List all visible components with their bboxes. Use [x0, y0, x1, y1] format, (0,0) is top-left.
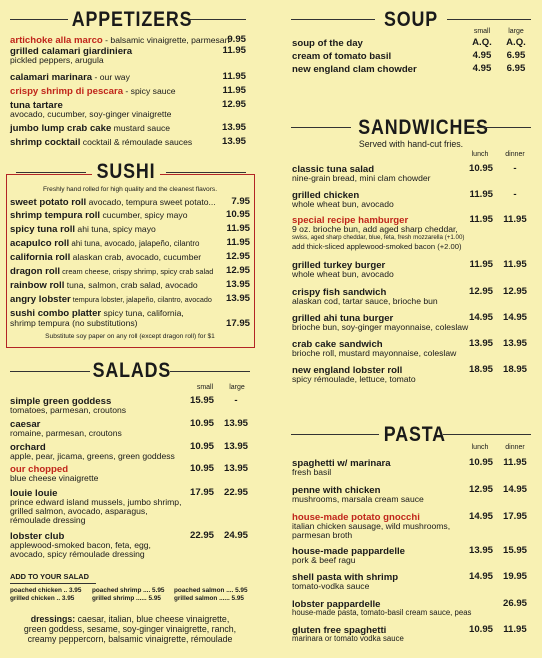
item-price-lunch: 11.95 — [469, 259, 493, 270]
item-description: alaskan cod, tartar sauce, brioche bun — [292, 296, 438, 306]
menu-item: grilled ahi tuna burger — [292, 313, 394, 324]
item-price-lunch: 10.95 — [468, 163, 493, 174]
item-price-large: 6.95 — [506, 63, 526, 74]
item-price-dinner: 17.95 — [502, 511, 527, 522]
item-price-dinner: 19.95 — [502, 571, 527, 582]
item-description: mushrooms, marsala cream sauce — [292, 494, 424, 504]
item-description: pickled peppers, arugula — [10, 55, 104, 65]
menu-item: grilled chicken — [292, 190, 360, 201]
sandwiches-subtitle: Served with hand-cut fries. — [358, 139, 464, 149]
item-description: romaine, parmesan, croutons — [10, 428, 122, 438]
sushi-note: Substitute soy paper on any roll (except dragon roll) for $1 — [45, 333, 215, 340]
item-price-dinner: 14.95 — [502, 312, 527, 323]
item-description: italian chicken sausage, wild mushrooms, — [292, 521, 451, 531]
col-header-lunch: lunch — [471, 151, 489, 158]
menu-item: sushi combo platter spicy tuna, california, — [10, 308, 184, 319]
item-price-small: 4.95 — [472, 50, 492, 61]
divider — [10, 371, 90, 372]
item-price: 11.95 — [222, 85, 246, 96]
salads-title: SALADS — [92, 359, 172, 382]
item-price: 13.95 — [225, 293, 250, 304]
item-description: grilled salmon, avocado, asparagus, — [10, 506, 148, 516]
item-price-dinner: - — [513, 189, 517, 200]
col-header-small: small — [473, 28, 491, 35]
item-price-lunch: 14.95 — [468, 571, 493, 582]
addon-item: grilled salmon ...... 5.95 — [174, 595, 244, 602]
item-price-large: 13.95 — [223, 441, 248, 452]
col-header-dinner: dinner — [505, 444, 525, 451]
addon-item: poached chicken .. 3.95 — [10, 587, 82, 594]
menu-item: orchard — [10, 442, 46, 453]
menu-item: special recipe hamburger — [292, 215, 409, 226]
menu-item: crispy shrimp di pescara - spicy sauce — [10, 86, 176, 97]
item-price-large: 13.95 — [223, 463, 248, 474]
salads-section — [10, 0, 250, 658]
item-price-lunch: 11.95 — [469, 189, 493, 200]
item-price: 11.95 — [226, 237, 250, 248]
item-price-small: 15.95 — [189, 395, 214, 406]
item-price-lunch: 18.95 — [468, 364, 493, 375]
item-price-dinner: 11.95 — [503, 214, 527, 225]
menu-item: caesar — [10, 419, 41, 430]
item-price: 12.95 — [225, 265, 250, 276]
menu-item: house-made potato gnocchi — [292, 512, 420, 523]
menu-item: gluten free spaghetti — [292, 625, 387, 636]
menu-item: our chopped — [10, 464, 69, 475]
menu-item: dragon roll cream cheese, crispy shrimp, spicy crab salad — [10, 266, 214, 277]
menu-item: tuna tartare — [10, 100, 63, 111]
item-description: whole wheat bun, avocado — [292, 199, 394, 209]
divider — [291, 434, 379, 435]
divider — [447, 19, 531, 20]
addons-title: ADD TO YOUR SALAD — [10, 572, 89, 581]
item-description: avocado, spicy rémoulade dressing — [10, 549, 145, 559]
menu-item: crab cake sandwich — [292, 339, 383, 350]
item-price-lunch: 13.95 — [468, 545, 493, 556]
item-price-large: 6.95 — [506, 50, 526, 61]
item-description: marinara or tomato vodka sauce — [292, 634, 404, 643]
item-description: spicy rémoulade, lettuce, tomato — [292, 374, 416, 384]
menu-item: california roll alaskan crab, avocado, cucumber — [10, 252, 202, 263]
menu-item: shrimp cocktail cocktail & rémoulade sauces — [10, 137, 193, 148]
menu-item: grilled calamari giardiniera — [10, 46, 133, 57]
sushi-intro: Freshly hand rolled for high quality and the cleanest flavors. — [42, 186, 218, 193]
item-price: 12.95 — [221, 99, 246, 110]
item-price-lunch: 10.95 — [468, 624, 493, 635]
menu-item: calamari marinara - our way — [10, 72, 130, 83]
addon-item: grilled shrimp ...... 5.95 — [92, 595, 161, 602]
item-fine-print: swiss, aged sharp cheddar, blue, feta, fresh mozzarella (+1.00) — [292, 234, 465, 241]
menu-item: louie louie — [10, 488, 58, 499]
item-price-lunch: 14.95 — [468, 312, 493, 323]
item-description: tomato-vodka sauce — [292, 581, 370, 591]
menu-item: house-made pappardelle — [292, 546, 406, 557]
item-price-small: 17.95 — [189, 487, 214, 498]
col-header-large: large — [508, 28, 524, 35]
item-description: parmesan broth — [292, 530, 353, 540]
item-price-dinner: 18.95 — [502, 364, 527, 375]
item-price-dinner: 13.95 — [502, 338, 527, 349]
item-price-lunch: 13.95 — [468, 338, 493, 349]
item-price: 17.95 — [225, 318, 250, 329]
menu-item: new england clam chowder — [292, 64, 417, 75]
item-price-lunch: 10.95 — [468, 457, 493, 468]
menu-item: lobster pappardelle — [292, 599, 381, 610]
appetizers-title: APPETIZERS — [71, 8, 193, 31]
menu-item: artichoke alla marco - balsamic vinaigrette, parmesan — [10, 35, 230, 46]
menu-item: shrimp tempura roll cucumber, spicy mayo — [10, 210, 188, 221]
item-price: 11.95 — [222, 45, 246, 56]
item-price: 9.95 — [227, 34, 246, 45]
item-description: fresh basil — [292, 467, 332, 477]
item-description: tomatoes, parmesan, croutons — [10, 405, 127, 415]
col-header-small: small — [196, 384, 214, 391]
item-price-small: 10.95 — [189, 463, 214, 474]
item-price-dinner: - — [513, 163, 517, 174]
item-price-large: 22.95 — [223, 487, 248, 498]
item-price-lunch: 14.95 — [468, 511, 493, 522]
menu-item: jumbo lump crab cake mustard sauce — [10, 123, 171, 134]
addon-item: poached salmon .... 5.95 — [174, 587, 248, 594]
divider — [443, 434, 531, 435]
item-price: 13.95 — [221, 136, 246, 147]
item-price-dinner: 11.95 — [503, 457, 527, 468]
item-description: nine-grain bread, mini clam chowder — [292, 173, 431, 183]
sandwiches-title: SANDWICHES — [358, 116, 489, 139]
item-price-dinner: 14.95 — [502, 484, 527, 495]
menu-item: lobster club — [10, 531, 65, 542]
menu-item: cream of tomato basil — [292, 51, 392, 62]
dressings-line: green goddess, sesame, soy-ginger vinaigrette, ranch, — [23, 624, 237, 634]
item-price: 12.95 — [225, 251, 250, 262]
menu-item: acapulco roll ahi tuna, avocado, jalapeño, cilantro — [10, 238, 200, 249]
item-price-dinner: 26.95 — [502, 598, 527, 609]
divider — [291, 19, 375, 20]
menu-item: classic tuna salad — [292, 164, 375, 175]
menu-item: crispy fish sandwich — [292, 287, 387, 298]
item-price-small: 10.95 — [189, 418, 214, 429]
item-description: shrimp tempura (no substitutions) — [10, 318, 138, 328]
soup-title: SOUP — [383, 8, 438, 31]
item-price-small: 4.95 — [472, 63, 492, 74]
menu-item: penne with chicken — [292, 485, 381, 496]
col-header-large: large — [229, 384, 245, 391]
item-price-small: 10.95 — [189, 441, 214, 452]
addon-item: poached shrimp .... 5.95 — [92, 587, 165, 594]
divider — [291, 127, 351, 128]
item-description: apple, pear, jicama, greens, green goddess — [10, 451, 175, 461]
item-price-dinner: 11.95 — [503, 624, 527, 635]
item-description: applewood-smoked bacon, feta, egg, — [10, 540, 151, 550]
divider — [10, 583, 96, 584]
item-price: 11.95 — [222, 71, 246, 82]
menu-item: spaghetti w/ marinara — [292, 458, 391, 469]
item-price-large: A.Q. — [506, 37, 526, 48]
pasta-title: PASTA — [383, 423, 446, 446]
item-price-large: 13.95 — [223, 418, 248, 429]
item-price: 13.95 — [225, 279, 250, 290]
menu-item: angry lobster tempura lobster, jalapeño, cilantro, avocado — [10, 294, 212, 305]
item-price: 7.95 — [231, 196, 250, 207]
item-price-small: 22.95 — [189, 530, 214, 541]
item-description: prince edward island mussels, jumbo shrimp, — [10, 497, 182, 507]
item-price-dinner: 11.95 — [503, 259, 527, 270]
divider — [471, 127, 531, 128]
item-description: brioche roll, mustard mayonnaise, coleslaw — [292, 348, 457, 358]
item-description: blue cheese vinaigrette — [10, 473, 99, 483]
item-price-lunch: 11.95 — [469, 214, 493, 225]
item-price-dinner: 12.95 — [502, 286, 527, 297]
menu-item: rainbow roll tuna, salmon, crab salad, avocado — [10, 280, 198, 291]
item-price-dinner: 15.95 — [502, 545, 527, 556]
addon-item: grilled chicken .. 3.95 — [10, 595, 75, 602]
dressings-line: creamy peppercorn, balsamic vinaigrette, rémoulade — [27, 634, 233, 644]
col-header-dinner: dinner — [505, 151, 525, 158]
item-price-lunch: 12.95 — [468, 484, 493, 495]
right-column — [287, 0, 535, 658]
menu-item: spicy tuna roll ahi tuna, spicy mayo — [10, 224, 156, 235]
item-description: brioche bun, soy-ginger mayonnaise, coleslaw — [292, 322, 469, 332]
divider — [170, 371, 250, 372]
item-price: 13.95 — [221, 122, 246, 133]
col-header-lunch: lunch — [471, 444, 489, 451]
item-price: 11.95 — [226, 223, 250, 234]
item-price-small: A.Q. — [472, 37, 492, 48]
dressings-line: dressings: caesar, italian, blue cheese vinaigrette, — [30, 614, 230, 624]
item-description: whole wheat bun, avocado — [292, 269, 394, 279]
item-price-large: - — [234, 395, 238, 406]
item-description: pork & beef ragu — [292, 555, 356, 565]
menu-item: shell pasta with shrimp — [292, 572, 399, 583]
item-description: avocado, cucumber, soy-ginger vinaigrette — [10, 109, 172, 119]
item-fine-print: add thick-sliced applewood-smoked bacon (+2.00) — [292, 242, 462, 251]
item-description: rémoulade dressing — [10, 515, 86, 525]
item-description: 9 oz. brioche bun, add aged sharp cheddar, — [292, 224, 458, 234]
item-price-large: 24.95 — [223, 530, 248, 541]
menu-item: new england lobster roll — [292, 365, 403, 376]
menu-item: grilled turkey burger — [292, 260, 386, 271]
menu-item: soup of the day — [292, 38, 363, 49]
item-price: 10.95 — [225, 209, 250, 220]
sushi-title: SUSHI — [92, 160, 160, 184]
item-price-lunch: 12.95 — [468, 286, 493, 297]
item-description: house-made pasta, tomato-basil cream sauce, peas — [292, 608, 472, 617]
menu-item: simple green goddess — [10, 396, 112, 407]
menu-item: sweet potato roll avocado, tempura sweet potato... — [10, 197, 216, 208]
